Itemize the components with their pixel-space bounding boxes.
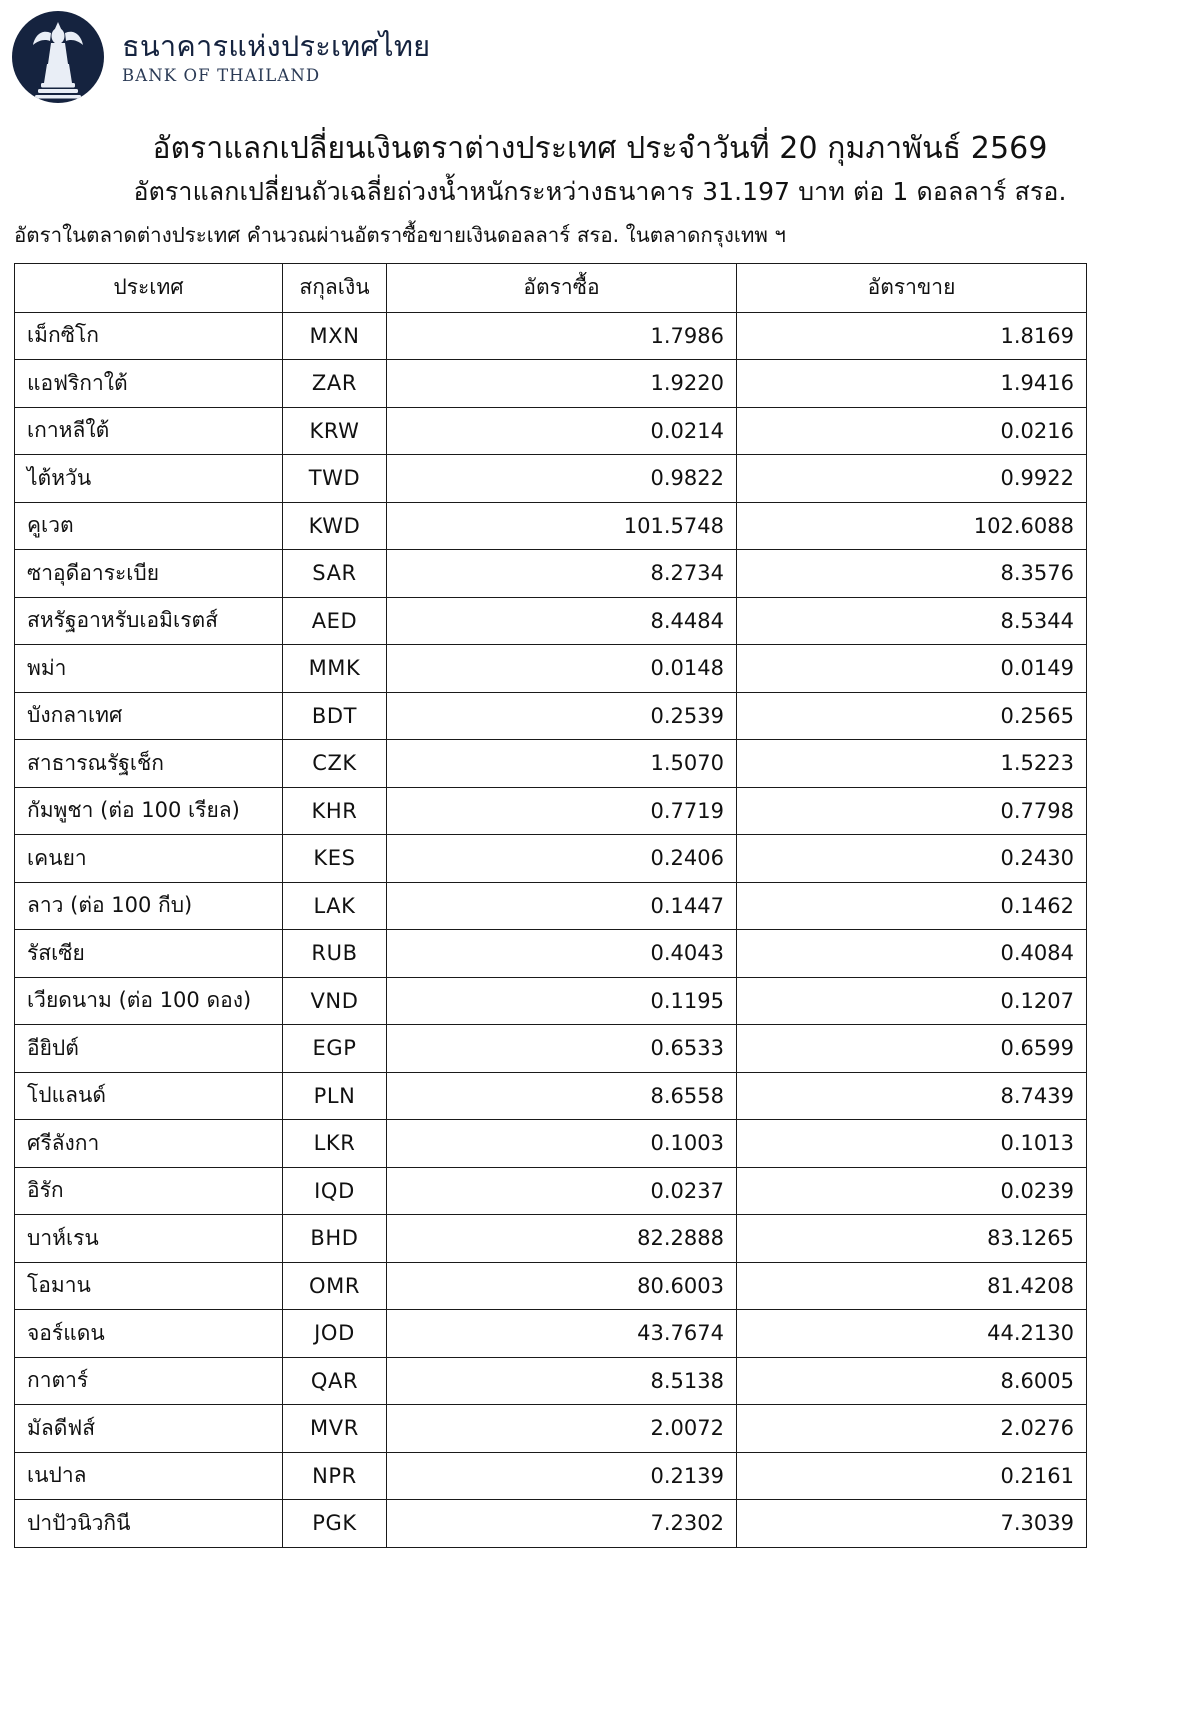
country-cell: สาธารณรัฐเช็ก (15, 740, 283, 788)
table-row (15, 977, 1087, 1025)
currency-code-cell: EGP (283, 1025, 387, 1073)
country-cell: โอมาน (15, 1262, 283, 1310)
country-cell: กัมพูชา (ต่อ 100 เรียล) (15, 787, 283, 835)
buy-rate-cell: 0.2139 (387, 1452, 737, 1500)
table-row (15, 597, 1087, 645)
sell-rate-cell: 0.1462 (737, 882, 1087, 930)
currency-code-cell: BHD (283, 1215, 387, 1263)
currency-code-cell: KWD (283, 502, 387, 550)
country-cell: อียิปต์ (15, 1025, 283, 1073)
country-cell: บังกลาเทศ (15, 692, 283, 740)
currency-code-cell: SAR (283, 550, 387, 598)
country-cell: ศรีลังกา (15, 1120, 283, 1168)
table-row (15, 645, 1087, 693)
country-cell: จอร์แดน (15, 1310, 283, 1358)
sell-rate-cell: 81.4208 (737, 1262, 1087, 1310)
buy-rate-cell: 0.1447 (387, 882, 737, 930)
country-cell: เคนยา (15, 835, 283, 883)
sell-rate-cell: 0.2430 (737, 835, 1087, 883)
table-row (15, 1120, 1087, 1168)
buy-rate-cell: 1.7986 (387, 312, 737, 360)
country-cell: โปแลนด์ (15, 1072, 283, 1120)
sell-rate-cell: 102.6088 (737, 502, 1087, 550)
country-cell: เกาหลีใต้ (15, 407, 283, 455)
buy-rate-cell: 0.0148 (387, 645, 737, 693)
buy-rate-cell: 0.4043 (387, 930, 737, 978)
sell-rate-cell: 1.8169 (737, 312, 1087, 360)
buy-rate-cell: 7.2302 (387, 1500, 737, 1548)
column-header-currency: สกุลเงิน (283, 263, 387, 312)
column-header-country: ประเทศ (15, 263, 283, 312)
table-row (15, 787, 1087, 835)
country-cell: สหรัฐอาหรับเอมิเรตส์ (15, 597, 283, 645)
currency-code-cell: NPR (283, 1452, 387, 1500)
page-header (0, 0, 1200, 104)
buy-rate-cell: 0.1003 (387, 1120, 737, 1168)
sell-rate-cell: 8.7439 (737, 1072, 1087, 1120)
sell-rate-cell: 0.0216 (737, 407, 1087, 455)
currency-code-cell: MXN (283, 312, 387, 360)
buy-rate-cell: 8.6558 (387, 1072, 737, 1120)
buy-rate-cell: 1.9220 (387, 360, 737, 408)
country-cell: แอฟริกาใต้ (15, 360, 283, 408)
bank-name-thai: ธนาคารแห่งประเทศไทย (122, 28, 431, 63)
currency-code-cell: JOD (283, 1310, 387, 1358)
currency-code-cell: QAR (283, 1357, 387, 1405)
country-cell: ซาอุดีอาระเบีย (15, 550, 283, 598)
sell-rate-cell: 0.0149 (737, 645, 1087, 693)
sell-rate-cell: 0.2161 (737, 1452, 1087, 1500)
table-header (15, 263, 1087, 312)
currency-code-cell: LAK (283, 882, 387, 930)
table-row (15, 930, 1087, 978)
table-row (15, 455, 1087, 503)
currency-code-cell: ZAR (283, 360, 387, 408)
sell-rate-cell: 0.6599 (737, 1025, 1087, 1073)
buy-rate-cell: 0.7719 (387, 787, 737, 835)
currency-code-cell: PGK (283, 1500, 387, 1548)
buy-rate-cell: 1.5070 (387, 740, 737, 788)
bank-of-thailand-seal-icon (12, 11, 104, 103)
table-row (15, 740, 1087, 788)
table-row (15, 1072, 1087, 1120)
sell-rate-cell: 1.9416 (737, 360, 1087, 408)
sell-rate-cell: 0.7798 (737, 787, 1087, 835)
country-cell: ลาว (ต่อ 100 กีบ) (15, 882, 283, 930)
sell-rate-cell: 8.5344 (737, 597, 1087, 645)
sell-rate-cell: 7.3039 (737, 1500, 1087, 1548)
table-row (15, 1310, 1087, 1358)
page-subtitle: อัตราแลกเปลี่ยนถัวเฉลี่ยถ่วงน้ำหนักระหว่างธนาคาร 31.197 บาท ต่อ 1 ดอลลาร์ สรอ. (133, 176, 1067, 206)
country-cell: รัสเซีย (15, 930, 283, 978)
table-body (15, 312, 1087, 1547)
currency-code-cell: KHR (283, 787, 387, 835)
bank-name-block (122, 29, 430, 85)
title-block (0, 130, 1200, 208)
country-cell: ปาปัวนิวกินี (15, 1500, 283, 1548)
sell-rate-cell: 8.3576 (737, 550, 1087, 598)
currency-code-cell: VND (283, 977, 387, 1025)
currency-code-cell: IQD (283, 1167, 387, 1215)
exchange-rate-table-wrapper (14, 263, 1186, 1548)
buy-rate-cell: 0.6533 (387, 1025, 737, 1073)
buy-rate-cell: 0.9822 (387, 455, 737, 503)
country-cell: พม่า (15, 645, 283, 693)
currency-code-cell: PLN (283, 1072, 387, 1120)
table-row (15, 360, 1087, 408)
sell-rate-cell: 8.6005 (737, 1357, 1087, 1405)
table-row (15, 407, 1087, 455)
country-cell: เวียดนาม (ต่อ 100 ดอง) (15, 977, 283, 1025)
table-row (15, 502, 1087, 550)
column-header-sell-rate: อัตราขาย (737, 263, 1087, 312)
buy-rate-cell: 43.7674 (387, 1310, 737, 1358)
sell-rate-cell: 2.0276 (737, 1405, 1087, 1453)
sell-rate-cell: 0.2565 (737, 692, 1087, 740)
buy-rate-cell: 0.2406 (387, 835, 737, 883)
table-row (15, 1452, 1087, 1500)
table-row (15, 550, 1087, 598)
currency-code-cell: BDT (283, 692, 387, 740)
buy-rate-cell: 8.2734 (387, 550, 737, 598)
buy-rate-cell: 0.0237 (387, 1167, 737, 1215)
table-row (15, 692, 1087, 740)
table-row (15, 1357, 1087, 1405)
country-cell: เม็กซิโก (15, 312, 283, 360)
buy-rate-cell: 8.5138 (387, 1357, 737, 1405)
sell-rate-cell: 1.5223 (737, 740, 1087, 788)
country-cell: เนปาล (15, 1452, 283, 1500)
sell-rate-cell: 44.2130 (737, 1310, 1087, 1358)
table-row (15, 835, 1087, 883)
country-cell: ไต้หวัน (15, 455, 283, 503)
buy-rate-cell: 80.6003 (387, 1262, 737, 1310)
country-cell: อิรัก (15, 1167, 283, 1215)
table-row (15, 1500, 1087, 1548)
currency-code-cell: RUB (283, 930, 387, 978)
buy-rate-cell: 2.0072 (387, 1405, 737, 1453)
page-note: อัตราในตลาดต่างประเทศ คำนวณผ่านอัตราซื้อขายเงินดอลลาร์ สรอ. ในตลาดกรุงเทพ ฯ (14, 223, 786, 247)
currency-code-cell: MVR (283, 1405, 387, 1453)
currency-code-cell: KRW (283, 407, 387, 455)
table-row (15, 1262, 1087, 1310)
column-header-buy-rate: อัตราซื้อ (387, 263, 737, 312)
country-cell: มัลดีฟส์ (15, 1405, 283, 1453)
buy-rate-cell: 0.1195 (387, 977, 737, 1025)
buy-rate-cell: 0.2539 (387, 692, 737, 740)
table-row (15, 1215, 1087, 1263)
table-row (15, 1167, 1087, 1215)
table-row (15, 1025, 1087, 1073)
sell-rate-cell: 0.1207 (737, 977, 1087, 1025)
page-title: อัตราแลกเปลี่ยนเงินตราต่างประเทศ ประจำวันที่ 20 กุมภาพันธ์ 2569 (152, 131, 1048, 166)
buy-rate-cell: 8.4484 (387, 597, 737, 645)
currency-code-cell: KES (283, 835, 387, 883)
sell-rate-cell: 0.0239 (737, 1167, 1087, 1215)
table-row (15, 1405, 1087, 1453)
table-header-row (15, 263, 1087, 312)
currency-code-cell: TWD (283, 455, 387, 503)
currency-code-cell: AED (283, 597, 387, 645)
buy-rate-cell: 0.0214 (387, 407, 737, 455)
buy-rate-cell: 82.2888 (387, 1215, 737, 1263)
sell-rate-cell: 0.4084 (737, 930, 1087, 978)
country-cell: กาตาร์ (15, 1357, 283, 1405)
currency-code-cell: MMK (283, 645, 387, 693)
currency-code-cell: OMR (283, 1262, 387, 1310)
buy-rate-cell: 101.5748 (387, 502, 737, 550)
sell-rate-cell: 83.1265 (737, 1215, 1087, 1263)
table-row (15, 312, 1087, 360)
table-row (15, 882, 1087, 930)
currency-code-cell: LKR (283, 1120, 387, 1168)
sell-rate-cell: 0.1013 (737, 1120, 1087, 1168)
currency-code-cell: CZK (283, 740, 387, 788)
bank-name-english: BANK OF THAILAND (122, 66, 321, 86)
country-cell: คูเวต (15, 502, 283, 550)
exchange-rate-table (14, 263, 1087, 1548)
sell-rate-cell: 0.9922 (737, 455, 1087, 503)
country-cell: บาห์เรน (15, 1215, 283, 1263)
